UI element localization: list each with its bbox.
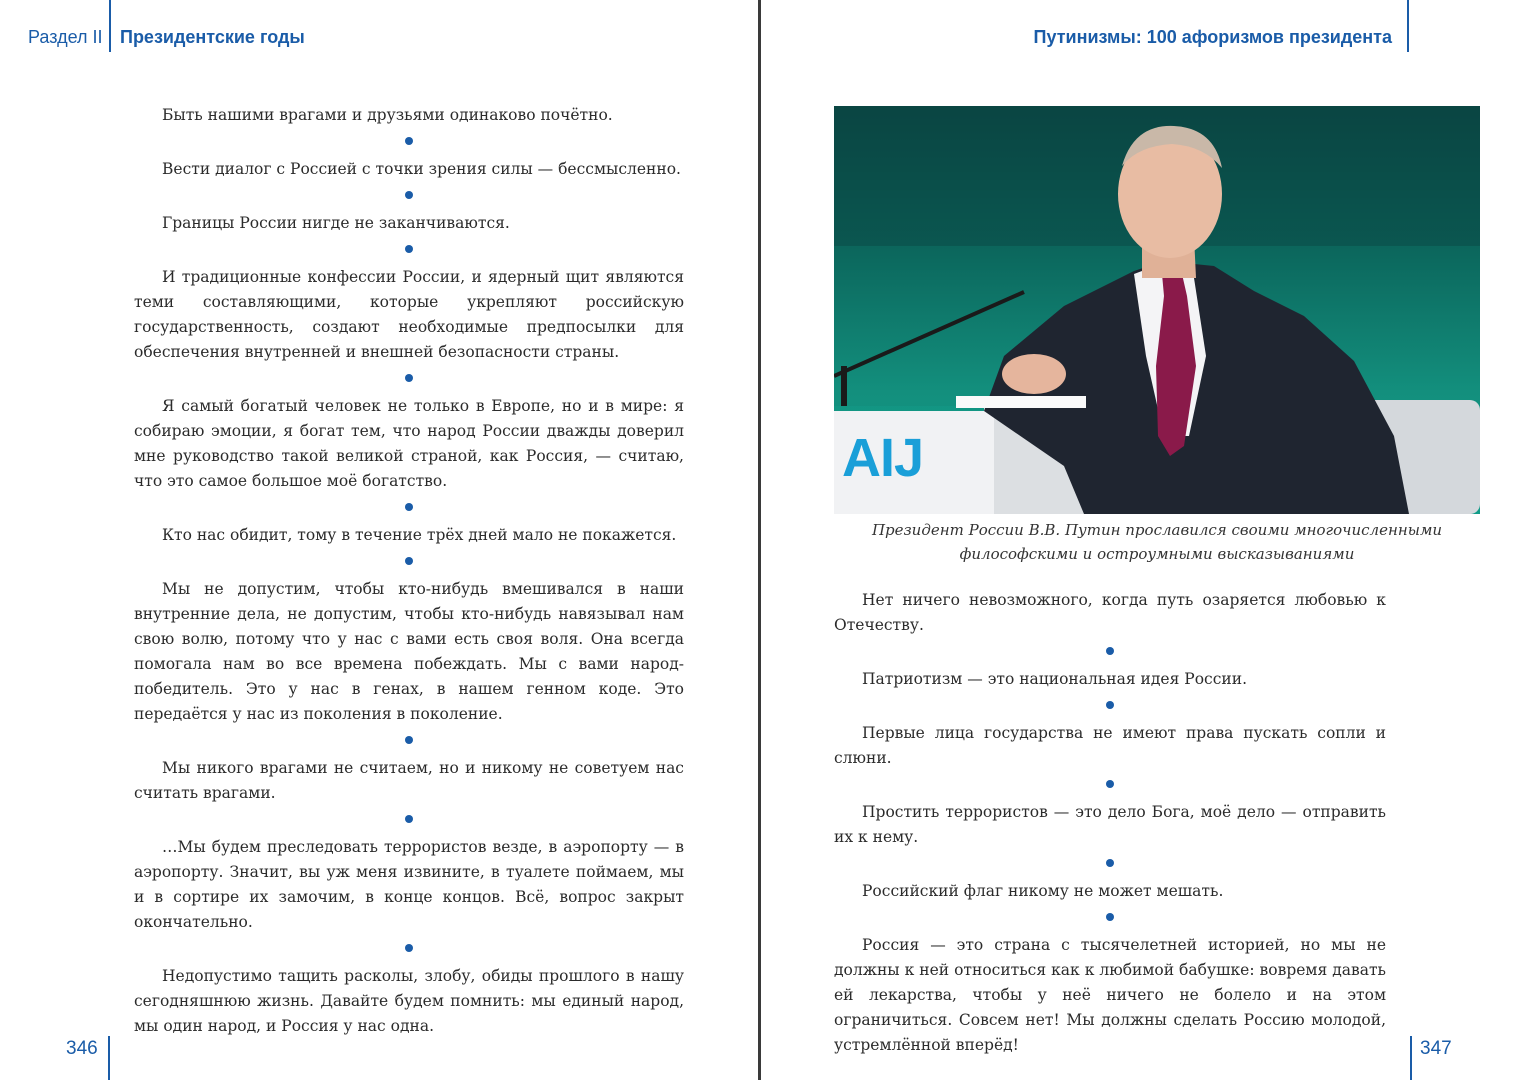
section-label: Раздел II — [28, 27, 103, 47]
separator-dot — [405, 944, 413, 952]
aphorism: Первые лица государства не имеют права пускать сопли и слюни. — [834, 724, 1386, 767]
header-divider — [1407, 0, 1409, 52]
running-head-title: Президентские годы — [120, 27, 305, 47]
running-head-title: Путинизмы: 100 афоризмов президента — [1033, 27, 1392, 47]
aphorism: Патриотизм — это национальная идея России. — [862, 670, 1248, 688]
aphorism: Я самый богатый человек не только в Европе, но и в мире: я собираю эмоции, я богат тем, что народ России дважды доверил мне руководство такой великой страной, как Россия, — считаю, что это самое большое моё богатство. — [134, 397, 684, 490]
portrait-illustration — [834, 106, 1480, 514]
aphorism: Быть нашими врагами и друзьями одинаково почётно. — [162, 106, 613, 124]
separator-dot — [1106, 780, 1114, 788]
aphorism: И традиционные конфессии России, и ядерный щит являются теми составляющими, которые укрепляют российскую государственность, создают необходимые предпосылки для обеспечения внутренней и внешней безопасности страны. — [134, 268, 684, 361]
separator-dot — [1106, 859, 1114, 867]
aphorism: Недопустимо тащить расколы, злобу, обиды прошлого в нашу сегодняшнюю жизнь. Давайте будем помнить: мы единый народ, мы один народ, и Россия у нас одна. — [134, 967, 684, 1035]
aphorism: Границы России нигде не заканчиваются. — [162, 214, 510, 232]
right-page — [762, 0, 1520, 1080]
photo-caption — [834, 518, 1480, 566]
aphorism: Кто нас обидит, тому в течение трёх дней мало не покажется. — [162, 526, 677, 544]
separator-dot — [405, 191, 413, 199]
aphorism: Мы никого врагами не считаем, но и никому не советуем нас считать врагами. — [134, 759, 684, 802]
aphorism: Российский флаг никому не может мешать. — [862, 882, 1224, 900]
separator-dot — [405, 245, 413, 253]
separator-dot — [405, 815, 413, 823]
page-number: 347 — [1420, 1038, 1452, 1059]
separator-dot — [405, 137, 413, 145]
aphorism-column — [134, 103, 684, 1039]
separator-dot — [405, 557, 413, 565]
separator-dot — [1106, 647, 1114, 655]
aphorism: Простить террористов — это дело Бога, моё дело — отправить их к нему. — [834, 803, 1386, 846]
separator-dot — [1106, 913, 1114, 921]
aphorism: …Мы будем преследовать террористов везде, в аэропорту — в аэропорту. Значит, вы уж меня извините, в туалете поймаем, мы и в сортире их замочим, в конце концов. Всё, вопрос закрыт окончательно. — [134, 838, 684, 931]
page-number: 346 — [66, 1038, 98, 1059]
left-page — [0, 0, 758, 1080]
aphorism: Россия — это страна с тысячелетней историей, но мы не должны к ней относиться как к любимой бабушке: вовремя давать ей лекарства, чтобы у неё ничего не болело и на этом ограничиться. Совсем нет! Мы должны сделать Россию молодой, устремлённой вперёд! — [834, 936, 1386, 1054]
book-spine — [758, 0, 761, 1080]
aphorism-column — [834, 588, 1386, 1058]
separator-dot — [405, 736, 413, 744]
separator-dot — [1106, 701, 1114, 709]
header-divider — [109, 0, 111, 52]
caption-line: философскими и остроумными высказываниями — [959, 545, 1355, 563]
caption-line: Президент России В.В. Путин прославился своими многочисленными — [871, 521, 1443, 539]
aphorism: Вести диалог с Россией с точки зрения силы — бессмысленно. — [162, 160, 681, 178]
aphorism: Мы не допустим, чтобы кто-нибудь вмешивался в наши внутренние дела, не допустим, чтобы кто-нибудь навязывал нам свою волю, потому что у нас с вами есть своя воля. Она всегда помогала нам во все времена побеждать. Мы с вами народ-победитель. Это у нас в генах, в нашем генном коде. Это передаётся у нас из поколения в поколение. — [134, 580, 684, 723]
separator-dot — [405, 374, 413, 382]
president-photo — [834, 106, 1480, 514]
footer-divider — [1410, 1036, 1412, 1080]
footer-divider — [108, 1036, 110, 1080]
aij-logo: AIJ — [842, 428, 924, 488]
aphorism: Нет ничего невозможного, когда путь озаряется любовью к Отечеству. — [834, 591, 1386, 634]
separator-dot — [405, 503, 413, 511]
